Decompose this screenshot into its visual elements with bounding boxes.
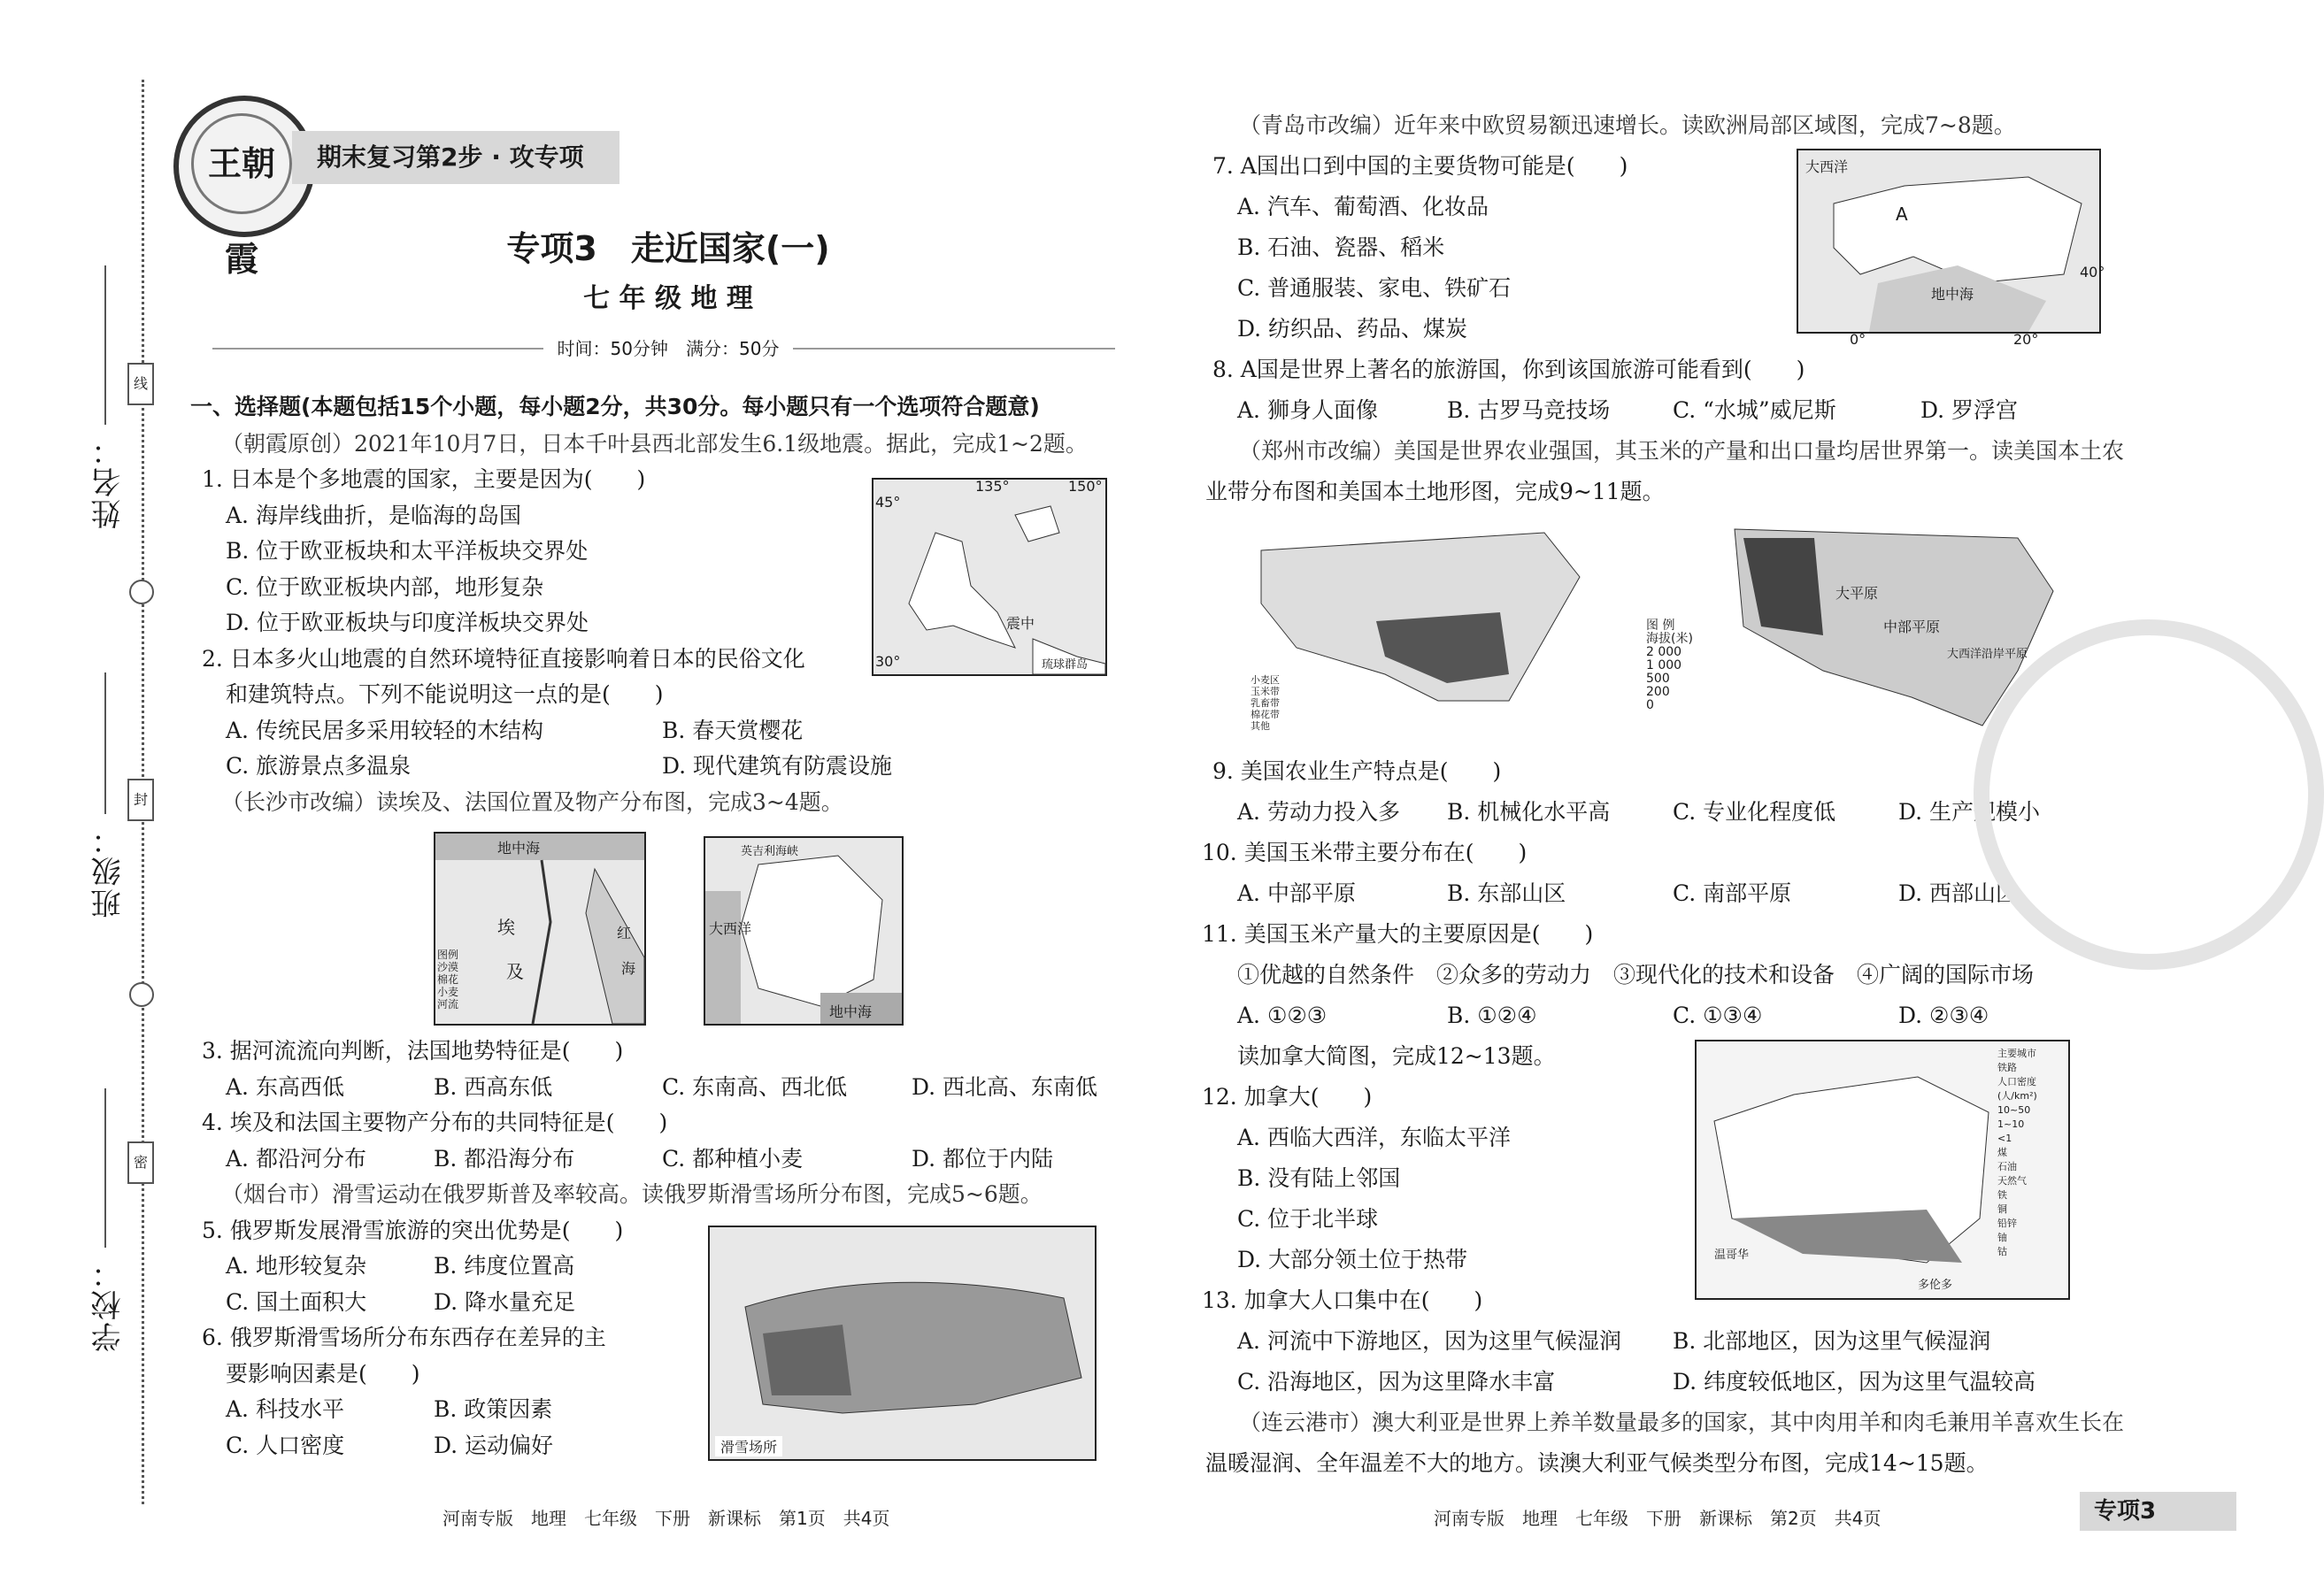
egypt-map-shape <box>435 834 644 1024</box>
question-line: D. 位于欧亚板块与印度洋板块交界处 <box>226 610 589 635</box>
question-line: C. “水城”威尼斯 <box>1673 397 1836 423</box>
japan-map-shape <box>873 480 1105 674</box>
question-line: C. 普通服装、家电、铁矿石 <box>1237 275 1512 301</box>
question-line: B. 古罗马竞技场 <box>1447 397 1611 423</box>
lat-label: 30° <box>875 653 901 670</box>
question-line: 11. 美国玉米产量大的主要原因是( ) <box>1202 921 1594 947</box>
lon-label: 135° <box>975 478 1010 495</box>
question-line: D. 生产规模小 <box>1898 799 2041 825</box>
lat-label: 45° <box>875 494 901 511</box>
question-line: C. 专业化程度低 <box>1673 799 1836 825</box>
question-line: 7. A国出口到中国的主要货物可能是( ) <box>1212 153 1628 179</box>
question-line: C. 沿海地区，因为这里降水丰富 <box>1237 1369 1556 1395</box>
map-caption: 滑雪场所 <box>715 1436 782 1456</box>
question-line: 3. 据河流流向判断，法国地势特征是( ) <box>202 1038 624 1064</box>
question-line: （烟台市）滑雪运动在俄罗斯普及率较高。读俄罗斯滑雪场所分布图，完成5~6题。 <box>221 1181 1043 1207</box>
lon-label: 150° <box>1068 478 1103 495</box>
question-line: 读加拿大简图，完成12~13题。 <box>1237 1043 1556 1069</box>
question-line: B. 位于欧亚板块和太平洋板块交界处 <box>226 538 589 564</box>
question-line: B. 西高东低 <box>434 1074 553 1100</box>
usa-terrain-shape <box>1646 520 2062 726</box>
canada-map <box>1695 1040 2070 1300</box>
japan-map <box>872 478 1107 676</box>
page-subtitle: 七 年 级 地 理 <box>583 283 753 314</box>
binding-tag-seal: 封 <box>127 779 154 821</box>
europe-map <box>1797 149 2105 334</box>
question-line: C. 东南高、西北低 <box>662 1074 848 1100</box>
question-line: B. 没有陆上邻国 <box>1237 1165 1401 1191</box>
sea-label: 英吉利海峡 <box>741 845 799 858</box>
question-line: 业带分布图和美国本土地形图，完成9~11题。 <box>1205 479 1665 504</box>
review-banner: 期末复习第2步 · 攻专项 <box>292 131 619 184</box>
question-line: 温暖湿润、全年温差不大的地方。读澳大利亚气候类型分布图，完成14~15题。 <box>1205 1450 1989 1476</box>
question-line: 和建筑特点。下列不能说明这一点的是( ) <box>226 681 664 707</box>
russia-ski-map <box>708 1226 1097 1461</box>
question-line: D. 降水量充足 <box>434 1289 576 1315</box>
question-line: A. 科技水平 <box>226 1396 344 1422</box>
question-line: 4. 埃及和法国主要物产分布的共同特征是( ) <box>202 1110 668 1135</box>
question-line: A. 汽车、葡萄酒、化妆品 <box>1237 194 1489 219</box>
question-line: D. 大部分领土位于热带 <box>1237 1247 1468 1272</box>
question-line: D. 都位于内陆 <box>912 1146 1054 1172</box>
question-line: C. 旅游景点多温泉 <box>226 753 412 779</box>
sea-label: 地中海 <box>829 1003 873 1020</box>
sea-label: 红 <box>617 925 632 941</box>
question-line: D. 运动偏好 <box>434 1433 554 1458</box>
egypt-legend: 图例 沙漠 棉花 小麦 河流 <box>437 949 459 1011</box>
page-title: 专项3 走近国家(一) <box>506 229 830 268</box>
question-line: A. 劳动力投入多 <box>1237 799 1400 825</box>
terrain-legend: 图 例 海拔(米) 2 000 1 000 500 200 0 <box>1646 619 1693 712</box>
class-label: 班级： <box>91 823 127 918</box>
plain-label: 大平原 <box>1835 585 1879 602</box>
lon-label: 0° <box>1850 331 1866 348</box>
question-line: ①优越的自然条件 ②众多的劳动力 ③现代化的技术和设备 ④广阔的国际市场 <box>1237 962 2035 987</box>
sea-label: 地中海 <box>497 840 541 857</box>
footer-right: 河南专版 地理 七年级 下册 新课标 第2页 共4页 <box>1434 1508 1882 1529</box>
europe-map-shape <box>1798 150 2099 332</box>
country-A-label: A <box>1896 204 1908 225</box>
usa-terrain-map <box>1646 520 2062 726</box>
question-line: D. 西北高、东南低 <box>912 1074 1098 1100</box>
usa-agri-shape <box>1243 524 1589 736</box>
question-line: A. ①②③ <box>1237 1003 1327 1028</box>
binding-tag-line: 线 <box>127 363 154 405</box>
question-line: 要影响因素是( ) <box>226 1361 420 1387</box>
ocean-label: 大西洋 <box>1805 158 1849 175</box>
question-line: A. 海岸线曲折，是临海的岛国 <box>226 503 521 528</box>
brand-logo-text: 王朝霞 <box>191 113 292 214</box>
question-line: 1. 日本是个多地震的国家，主要是因为( ) <box>202 466 646 492</box>
sea-label: 大西洋 <box>709 920 752 937</box>
usa-agriculture-map <box>1243 524 1589 736</box>
lat-label: 40° <box>2080 264 2105 280</box>
footer-left: 河南专版 地理 七年级 下册 新课标 第1页 共4页 <box>442 1508 890 1529</box>
question-line: 13. 加拿大人口集中在( ) <box>1202 1287 1483 1313</box>
name-label: 姓名： <box>91 434 127 529</box>
egypt-map <box>434 832 646 1026</box>
name-blank[interactable] <box>104 265 106 425</box>
school-label: 学校： <box>91 1256 127 1352</box>
question-line: （连云港市）澳大利亚是世界上养羊数量最多的国家，其中肉用羊和肉毛兼用羊喜欢生长在 <box>1239 1410 2125 1435</box>
section-tag: 专项3 <box>2080 1492 2236 1531</box>
plain-label: 中部平原 <box>1883 619 1941 635</box>
question-line: （青岛市改编）近年来中欧贸易额迅速增长。读欧洲局部区域图，完成7~8题。 <box>1239 112 2016 138</box>
watermark-seal <box>1974 619 2324 970</box>
lon-label: 20° <box>2013 331 2039 348</box>
question-line: 12. 加拿大( ) <box>1202 1084 1373 1110</box>
question-line: B. 机械化水平高 <box>1447 799 1611 825</box>
question-line: A. 西临大西洋，东临太平洋 <box>1237 1125 1511 1150</box>
question-line: C. 都种植小麦 <box>662 1146 804 1172</box>
question-line: B. ①②④ <box>1447 1003 1537 1028</box>
question-line: A. 东高西低 <box>226 1074 344 1100</box>
question-line: D. 现代建筑有防震设施 <box>662 753 893 779</box>
question-line: （朝霞原创）2021年10月7日，日本千叶县西北部发生6.1级地震。据此，完成1~2题。 <box>221 431 1088 457</box>
question-line: A. 狮身人面像 <box>1237 397 1378 423</box>
question-line: D. 西部山区 <box>1898 880 2019 906</box>
question-line: D. 纬度较低地区，因为这里气温较高 <box>1673 1369 2036 1395</box>
exam-meta: 时间：50分钟 满分：50分 <box>543 338 794 359</box>
school-blank[interactable] <box>104 1088 106 1248</box>
country-label: 及 <box>506 961 524 982</box>
epicenter-label: 震中 <box>1006 615 1035 632</box>
france-map <box>704 836 904 1026</box>
question-line: （郑州市改编）美国是世界农业强国，其玉米的产量和出口量均居世界第一。读美国本土农 <box>1239 438 2125 464</box>
question-line: C. 位于北半球 <box>1237 1206 1379 1232</box>
sea-label: 地中海 <box>1931 286 1974 303</box>
question-line: 5. 俄罗斯发展滑雪旅游的突出优势是( ) <box>202 1218 624 1243</box>
inset-label: 琉球群岛 <box>1042 658 1089 672</box>
question-line: D. 纺织品、药品、煤炭 <box>1237 316 1468 342</box>
question-line: A. 中部平原 <box>1237 880 1356 906</box>
question-line: D. 罗浮宫 <box>1920 397 2019 423</box>
sea-label: 海 <box>621 960 636 977</box>
question-line: B. 石油、瓷器、稻米 <box>1237 234 1445 260</box>
question-line: B. 北部地区，因为这里气候湿润 <box>1673 1328 1991 1354</box>
question-line: C. 国土面积大 <box>226 1289 367 1315</box>
question-line: C. 人口密度 <box>226 1433 345 1458</box>
question-line: D. ②③④ <box>1898 1003 1989 1028</box>
binding-hole <box>129 580 154 604</box>
binding-tag-secret: 密 <box>127 1141 154 1184</box>
question-line: A. 传统民居多采用较轻的木结构 <box>226 718 543 743</box>
question-line: A. 都沿河分布 <box>226 1146 366 1172</box>
question-line: C. ①③④ <box>1673 1003 1763 1028</box>
binding-hole <box>129 982 154 1007</box>
question-line: 9. 美国农业生产特点是( ) <box>1212 758 1502 784</box>
question-line: 6. 俄罗斯滑雪场所分布东西存在差异的主 <box>202 1325 606 1350</box>
class-blank[interactable] <box>104 672 106 814</box>
question-line: C. 南部平原 <box>1673 880 1792 906</box>
question-line: C. 位于欧亚板块内部，地形复杂 <box>226 574 544 600</box>
russia-map-shape <box>710 1227 1095 1459</box>
question-line: B. 都沿海分布 <box>434 1146 575 1172</box>
canada-legend: 主要城市 铁路 人口密度(人/km²) 10~50 1~10 <1 煤 石油 天然气 铁 铜 铅锌 铀 钴 <box>1997 1048 2037 1257</box>
question-line: B. 政策因素 <box>434 1396 553 1422</box>
question-line: （长沙市改编）读埃及、法国位置及物产分布图，完成3~4题。 <box>221 789 843 815</box>
country-label: 埃 <box>497 917 515 938</box>
question-line: 10. 美国玉米带主要分布在( ) <box>1202 840 1528 865</box>
question-line: B. 东部山区 <box>1447 880 1566 906</box>
question-line: 8. A国是世界上著名的旅游国，你到该国旅游可能看到( ) <box>1212 357 1805 382</box>
question-line: 一、选择题(本题包括15个小题，每小题2分，共30分。每小题只有一个选项符合题意) <box>190 394 1040 419</box>
question-line: 2. 日本多火山地震的自然环境特征直接影响着日本的民俗文化 <box>202 646 805 672</box>
question-line: A. 地形较复杂 <box>226 1253 366 1279</box>
agri-legend: 小麦区 玉米带 乳畜带 棉花带 其他 <box>1250 674 1280 732</box>
question-line: B. 春天赏樱花 <box>662 718 804 743</box>
city-label: 多伦多 <box>1918 1279 1953 1292</box>
plain-label: 大西洋沿岸平原 <box>1947 648 2028 661</box>
question-line: A. 河流中下游地区，因为这里气候湿润 <box>1237 1328 1621 1354</box>
city-label: 温哥华 <box>1714 1249 1750 1262</box>
question-line: B. 纬度位置高 <box>434 1253 575 1279</box>
